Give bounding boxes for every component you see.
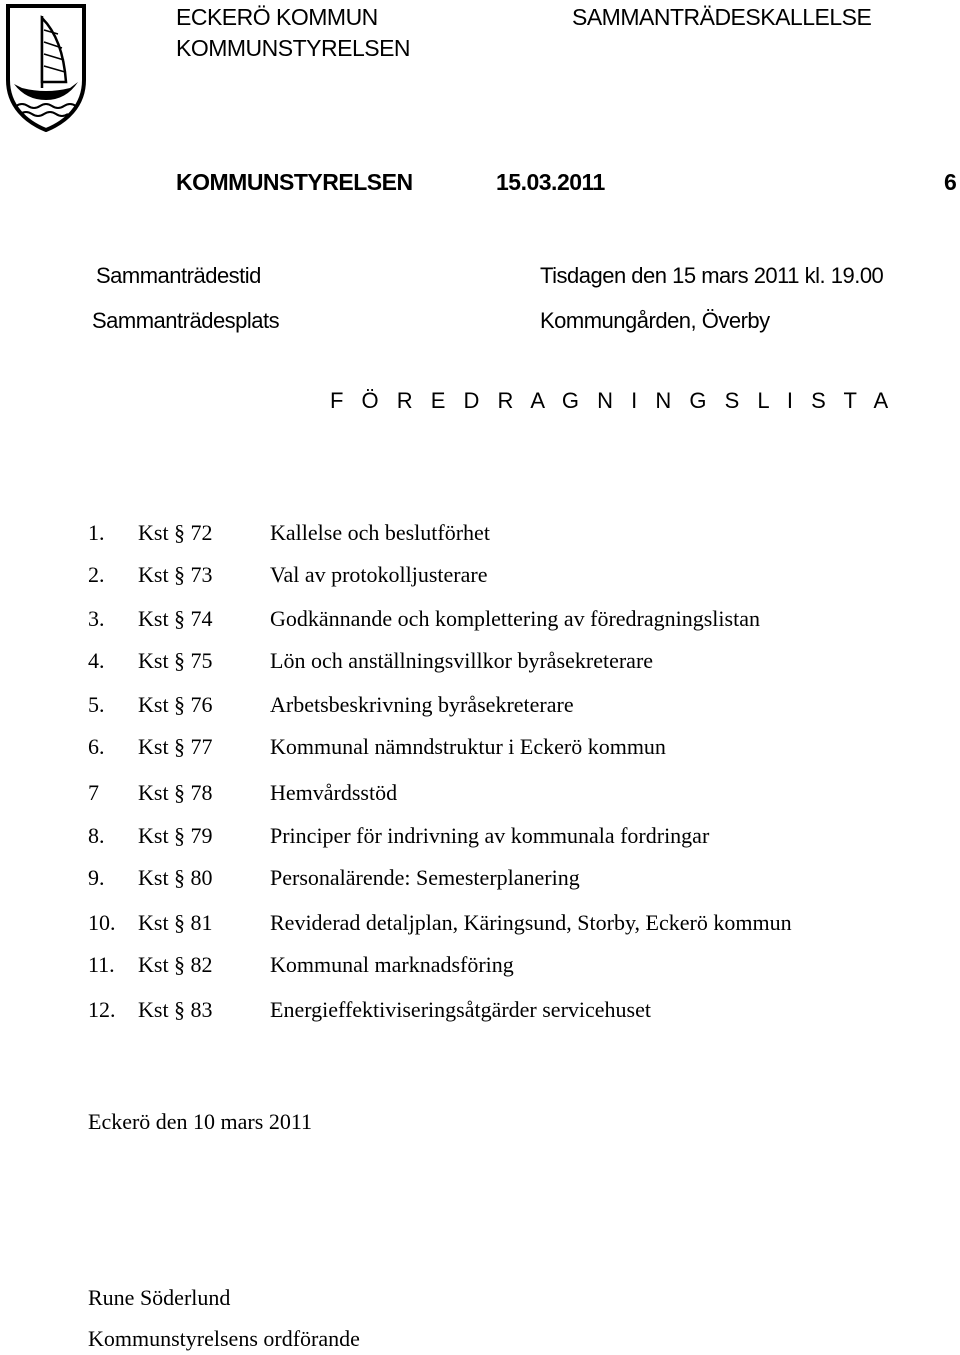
agenda-item-subject: Kommunal nämndstruktur i Eckerö kommun	[270, 734, 666, 759]
agenda-item-number: 4.	[88, 648, 105, 673]
agenda-item-subject: Energieffektiviseringsåtgärder servicehuset	[270, 997, 651, 1022]
agenda-item-number: 12.	[88, 997, 116, 1022]
agenda-item-subject: Kommunal marknadsföring	[270, 952, 514, 977]
meeting-date: 15.03.2011	[496, 169, 605, 195]
agenda-item-section: Kst § 77	[138, 734, 213, 759]
meeting-body: KOMMUNSTYRELSEN	[176, 169, 413, 195]
time-value: Tisdagen den 15 mars 2011 kl. 19.00	[540, 263, 884, 288]
agenda-item-number: 1.	[88, 520, 105, 545]
agenda-item-subject: Arbetsbeskrivning byråsekreterare	[270, 692, 574, 717]
body-name: KOMMUNSTYRELSEN	[176, 35, 411, 61]
signer-name: Rune Söderlund	[88, 1285, 231, 1310]
agenda-item-subject: Lön och anställningsvillkor byråsekreterare	[270, 648, 654, 673]
agenda-item-number: 7	[88, 780, 99, 805]
place-and-date: Eckerö den 10 mars 2011	[88, 1109, 313, 1134]
agenda-item-subject: Godkännande och komplettering av föredragningslistan	[270, 606, 760, 631]
agenda-item-subject: Kallelse och beslutförhet	[270, 520, 490, 545]
municipal-crest-logo	[4, 2, 88, 132]
agenda-item-section: Kst § 75	[138, 648, 213, 673]
agenda-item-number: 3.	[88, 606, 105, 631]
page-number: 6	[944, 169, 957, 195]
agenda-title: F Ö R E D R A G N I N G S L I S T A	[330, 388, 895, 413]
agenda-item-section: Kst § 81	[138, 910, 213, 935]
agenda-item-section: Kst § 79	[138, 823, 213, 848]
agenda-item-number: 2.	[88, 562, 105, 587]
agenda-item-number: 6.	[88, 734, 105, 759]
place-label: Sammanträdesplats	[92, 308, 280, 333]
agenda-item-section: Kst § 83	[138, 997, 213, 1022]
agenda-item-subject: Hemvårdsstöd	[270, 780, 398, 805]
agenda-item-subject: Personalärende: Semesterplanering	[270, 865, 580, 890]
agenda-item-section: Kst § 72	[138, 520, 213, 545]
document-type: SAMMANTRÄDESKALLELSE	[572, 4, 872, 30]
place-value: Kommungården, Överby	[540, 308, 770, 333]
signer-title: Kommunstyrelsens ordförande	[88, 1326, 360, 1351]
agenda-item-section: Kst § 74	[138, 606, 213, 631]
agenda-item-number: 9.	[88, 865, 105, 890]
agenda-item-section: Kst § 80	[138, 865, 213, 890]
time-label: Sammanträdestid	[96, 263, 261, 288]
org-name: ECKERÖ KOMMUN	[176, 4, 378, 30]
agenda-item-number: 5.	[88, 692, 105, 717]
agenda-item-number: 10.	[88, 910, 116, 935]
agenda-item-subject: Val av protokolljusterare	[270, 562, 488, 587]
agenda-item-section: Kst § 76	[138, 692, 213, 717]
agenda-item-subject: Principer för indrivning av kommunala fordringar	[270, 823, 710, 848]
agenda-item-subject: Reviderad detaljplan, Käringsund, Storby, Eckerö kommun	[270, 910, 792, 935]
agenda-item-section: Kst § 82	[138, 952, 213, 977]
agenda-item-number: 11.	[88, 952, 115, 977]
agenda-item-section: Kst § 73	[138, 562, 213, 587]
agenda-item-number: 8.	[88, 823, 105, 848]
agenda-item-section: Kst § 78	[138, 780, 213, 805]
